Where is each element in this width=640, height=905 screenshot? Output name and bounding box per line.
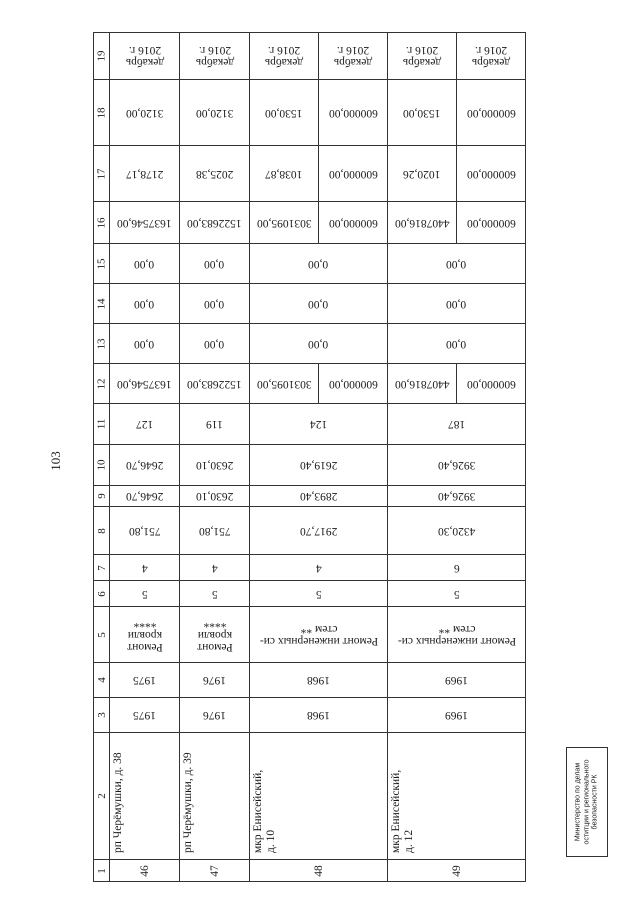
header-3: 3 xyxy=(94,698,110,733)
cell-48a-18: 1530,00 xyxy=(250,80,319,146)
cell-48-10: 2619,40 xyxy=(250,445,388,486)
cell-48-4: 1968 xyxy=(250,663,388,698)
cell-47-10: 2630,10 xyxy=(180,445,250,486)
cell-46-17: 2178,17 xyxy=(110,146,180,202)
header-1: 1 xyxy=(94,860,110,882)
cell-49-1: 49 xyxy=(388,860,526,882)
cell-47-6: 5 xyxy=(180,581,250,607)
cell-48b-17: 600000,00 xyxy=(319,146,388,202)
row-col19 xyxy=(94,33,526,80)
cell-48b-16: 600000,00 xyxy=(319,202,388,244)
cell-49-13: 0,00 xyxy=(388,324,526,364)
header-8: 8 xyxy=(94,507,110,555)
row-col17 xyxy=(94,146,526,202)
header-12: 12 xyxy=(94,364,110,404)
cell-49-6: 5 xyxy=(388,581,526,607)
cell-47-9: 2630,10 xyxy=(180,486,250,507)
cell-49-10: 3926,40 xyxy=(388,445,526,486)
header-4: 4 xyxy=(94,663,110,698)
cell-47-4: 1976 xyxy=(180,663,250,698)
header-9: 9 xyxy=(94,486,110,507)
cell-47-13: 0,00 xyxy=(180,324,250,364)
cell-47-19: декабрь 2016 г. xyxy=(180,33,250,80)
cell-46-18: 3120,00 xyxy=(110,80,180,146)
cell-48-3: 1968 xyxy=(250,698,388,733)
page-number: 103 xyxy=(48,451,63,471)
row-col11 xyxy=(94,404,526,445)
cell-48-6: 5 xyxy=(250,581,388,607)
cell-49b-12: 600000,00 xyxy=(457,364,526,404)
header-16: 16 xyxy=(94,202,110,244)
cell-46-11: 127 xyxy=(110,404,180,445)
cell-49a-12: 4407816,00 xyxy=(388,364,457,404)
cell-46-7: 4 xyxy=(110,555,180,581)
cell-48b-19: декабрь 2016 г. xyxy=(319,33,388,80)
cell-48-13: 0,00 xyxy=(250,324,388,364)
cell-48-8: 2917,70 xyxy=(250,507,388,555)
cell-47-8: 751,80 xyxy=(180,507,250,555)
cell-47-15: 0,00 xyxy=(180,244,250,284)
cell-49b-16: 600000,00 xyxy=(457,202,526,244)
cell-48-2: мкр Енисейский, д. 10 xyxy=(250,733,388,860)
cell-46-14: 0,00 xyxy=(110,284,180,324)
header-5: 5 xyxy=(94,607,110,663)
cell-49b-18: 600000,00 xyxy=(457,80,526,146)
header-2: 2 xyxy=(94,733,110,860)
ministry-stamp: Министерство по делам оститции и регионального безопасности РК xyxy=(566,747,608,857)
cell-48-9: 2893,40 xyxy=(250,486,388,507)
row-col6 xyxy=(94,581,526,607)
cell-49-8: 4320,30 xyxy=(388,507,526,555)
cell-47-5: Ремонт кровли **** xyxy=(180,607,250,663)
cell-49-5: Ремонт инженерных си- стем ** xyxy=(388,607,526,663)
header-14: 14 xyxy=(94,284,110,324)
row-col18 xyxy=(94,80,526,146)
cell-48-5: Ремонт инженерных си- стем ** xyxy=(250,607,388,663)
cell-46-6: 5 xyxy=(110,581,180,607)
cell-48-7: 4 xyxy=(250,555,388,581)
cell-48a-12: 3031095,00 xyxy=(250,364,319,404)
row-col13 xyxy=(94,324,526,364)
cell-47-14: 0,00 xyxy=(180,284,250,324)
cell-48a-19: декабрь 2016 г. xyxy=(250,33,319,80)
header-11: 11 xyxy=(94,404,110,445)
cell-49-7: 6 xyxy=(388,555,526,581)
cell-49-4: 1969 xyxy=(388,663,526,698)
cell-49-15: 0,00 xyxy=(388,244,526,284)
header-18: 18 xyxy=(94,80,110,146)
row-col2 xyxy=(94,733,526,860)
cell-46-4: 1975 xyxy=(110,663,180,698)
cell-48-11: 124 xyxy=(250,404,388,445)
row-col1 xyxy=(94,860,526,882)
cell-46-1: 46 xyxy=(110,860,180,882)
cell-49b-17: 600000,00 xyxy=(457,146,526,202)
cell-47-1: 47 xyxy=(180,860,250,882)
cell-49a-17: 1020,26 xyxy=(388,146,457,202)
cell-46-15: 0,00 xyxy=(110,244,180,284)
cell-47-7: 4 xyxy=(180,555,250,581)
cell-48-14: 0,00 xyxy=(250,284,388,324)
cell-46-2: рп Черёмушки, д. 38 xyxy=(110,733,180,860)
header-19: 19 xyxy=(94,33,110,80)
cell-49b-19: декабрь 2016 г. xyxy=(457,33,526,80)
header-6: 6 xyxy=(94,581,110,607)
cell-47-2: рп Черёмушки, д. 39 xyxy=(180,733,250,860)
row-col14 xyxy=(94,284,526,324)
header-17: 17 xyxy=(94,146,110,202)
row-col15 xyxy=(94,244,526,284)
cell-49-3: 1969 xyxy=(388,698,526,733)
cell-49-2: мкр Енисейский, д. 12 xyxy=(388,733,526,860)
row-col12 xyxy=(94,364,526,404)
cell-46-5: Ремонт кровли **** xyxy=(110,607,180,663)
cell-48b-12: 600000,00 xyxy=(319,364,388,404)
header-10: 10 xyxy=(94,445,110,486)
cell-48a-17: 1038,87 xyxy=(250,146,319,202)
header-7: 7 xyxy=(94,555,110,581)
cell-47-17: 2025,38 xyxy=(180,146,250,202)
row-col7 xyxy=(94,555,526,581)
cell-49a-16: 4407816,00 xyxy=(388,202,457,244)
cell-46-16: 1637546,00 xyxy=(110,202,180,244)
cell-49a-18: 1530,00 xyxy=(388,80,457,146)
header-13: 13 xyxy=(94,324,110,364)
cell-46-9: 2646,70 xyxy=(110,486,180,507)
cell-49-9: 3926,40 xyxy=(388,486,526,507)
cell-47-18: 3120,00 xyxy=(180,80,250,146)
cell-46-13: 0,00 xyxy=(110,324,180,364)
cell-47-12: 1522683,00 xyxy=(180,364,250,404)
cell-47-3: 1976 xyxy=(180,698,250,733)
cell-48b-18: 600000,00 xyxy=(319,80,388,146)
data-table xyxy=(93,32,525,877)
row-col3 xyxy=(94,698,526,733)
cell-46-10: 2646,70 xyxy=(110,445,180,486)
cell-47-11: 119 xyxy=(180,404,250,445)
row-col4 xyxy=(94,663,526,698)
cell-46-3: 1975 xyxy=(110,698,180,733)
cell-49-11: 187 xyxy=(388,404,526,445)
cell-49-14: 0,00 xyxy=(388,284,526,324)
header-15: 15 xyxy=(94,244,110,284)
cell-47-16: 1522683,00 xyxy=(180,202,250,244)
row-col16 xyxy=(94,202,526,244)
row-col8 xyxy=(94,507,526,555)
cell-48-15: 0,00 xyxy=(250,244,388,284)
cell-46-19: декабрь 2016 г. xyxy=(110,33,180,80)
row-col10 xyxy=(94,445,526,486)
cell-48a-16: 3031095,00 xyxy=(250,202,319,244)
cell-48-1: 48 xyxy=(250,860,388,882)
row-col5 xyxy=(94,607,526,663)
cell-49a-19: декабрь 2016 г. xyxy=(388,33,457,80)
row-col9 xyxy=(94,486,526,507)
cell-46-12: 1637546,00 xyxy=(110,364,180,404)
cell-46-8: 751,80 xyxy=(110,507,180,555)
